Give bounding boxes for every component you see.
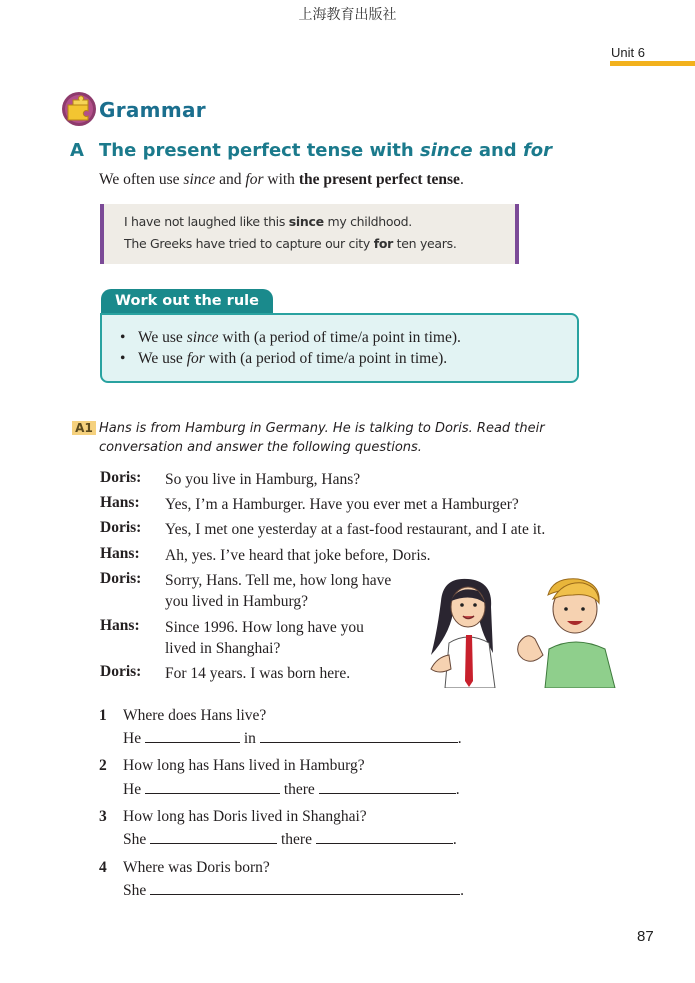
rule-item: • We use for with (a period of time/a point in time). <box>120 350 448 367</box>
answer-blank[interactable] <box>319 779 456 794</box>
a1-badge: A1 <box>72 421 96 435</box>
dialogue-speaker: Hans: <box>100 545 140 562</box>
unit-bar <box>610 61 695 66</box>
answer-line: He in . <box>123 730 462 747</box>
dialogue-line: Yes, I met one yesterday at a fast-food restaurant, and I ate it. <box>165 521 546 538</box>
dialogue-line: So you live in Hamburg, Hans? <box>165 471 361 488</box>
a1-instruction: Hans is from Hamburg in Germany. He is talking to Doris. Read their conversation and answer the following questions. <box>99 421 545 455</box>
unit-label: Unit 6 <box>611 45 645 60</box>
dialogue-speaker: Hans: <box>100 617 140 634</box>
dialogue-line: Yes, I’m a Hamburger. Have you ever met a Hamburger? <box>165 496 519 513</box>
question-text: How long has Doris lived in Shanghai? <box>123 808 367 825</box>
rule-box <box>100 313 579 383</box>
answer-line: He there . <box>123 781 460 798</box>
rule-item: • We use since with (a period of time/a point in time). <box>120 329 461 346</box>
example-sentence: The Greeks have tried to capture our city for ten years. <box>124 236 457 251</box>
answer-blank[interactable] <box>316 829 453 844</box>
answer-line: She there . <box>123 831 457 848</box>
rule-tab: Work out the rule <box>101 289 273 315</box>
question-number: 2 <box>99 757 107 774</box>
answer-mid: there <box>281 831 312 848</box>
question-text: How long has Hans lived in Hamburg? <box>123 757 365 774</box>
question-number: 3 <box>99 808 107 825</box>
publisher-name: 上海教育出版社 <box>298 7 397 23</box>
question-text: Where does Hans live? <box>123 707 267 724</box>
grammar-title: Grammar <box>99 98 206 122</box>
answer-subject: He <box>123 730 142 747</box>
dialogue-speaker: Doris: <box>100 469 142 486</box>
answer-subject: He <box>123 781 142 798</box>
section-letter: A <box>70 140 84 161</box>
example-sentence: I have not laughed like this since my childhood. <box>124 214 412 229</box>
dialogue-speaker: Doris: <box>100 663 142 680</box>
dialogue-speaker: Doris: <box>100 570 142 587</box>
dialogue-line: Sorry, Hans. Tell me, how long have you lived in Hamburg? <box>165 572 392 610</box>
answer-blank[interactable] <box>145 779 280 794</box>
answer-blank[interactable] <box>150 829 277 844</box>
answer-subject: She <box>123 831 147 848</box>
dialogue-line: Ah, yes. I’ve heard that joke before, Doris. <box>165 547 431 564</box>
doris-and-hans-illustration <box>423 573 623 688</box>
puzzle-icon <box>61 91 97 127</box>
intro-text: We often use since and for with the present perfect tense. <box>99 171 464 188</box>
answer-blank[interactable] <box>150 880 460 895</box>
answer-line: She . <box>123 882 464 899</box>
answer-mid: there <box>283 781 315 798</box>
page-number: 87 <box>637 928 654 945</box>
answer-subject: She <box>123 882 147 899</box>
question-number: 4 <box>99 859 107 876</box>
answer-blank[interactable] <box>260 728 458 743</box>
question-text: Where was Doris born? <box>123 859 270 876</box>
answer-mid: in <box>243 730 256 747</box>
question-number: 1 <box>99 707 107 724</box>
answer-blank[interactable] <box>145 728 240 743</box>
dialogue-speaker: Hans: <box>100 494 140 511</box>
dialogue-speaker: Doris: <box>100 519 142 536</box>
dialogue-line: Since 1996. How long have you lived in Shanghai? <box>165 619 364 657</box>
example-box <box>100 204 519 264</box>
dialogue-line: For 14 years. I was born here. <box>165 665 351 682</box>
section-title: The present perfect tense with since and for <box>99 140 553 161</box>
